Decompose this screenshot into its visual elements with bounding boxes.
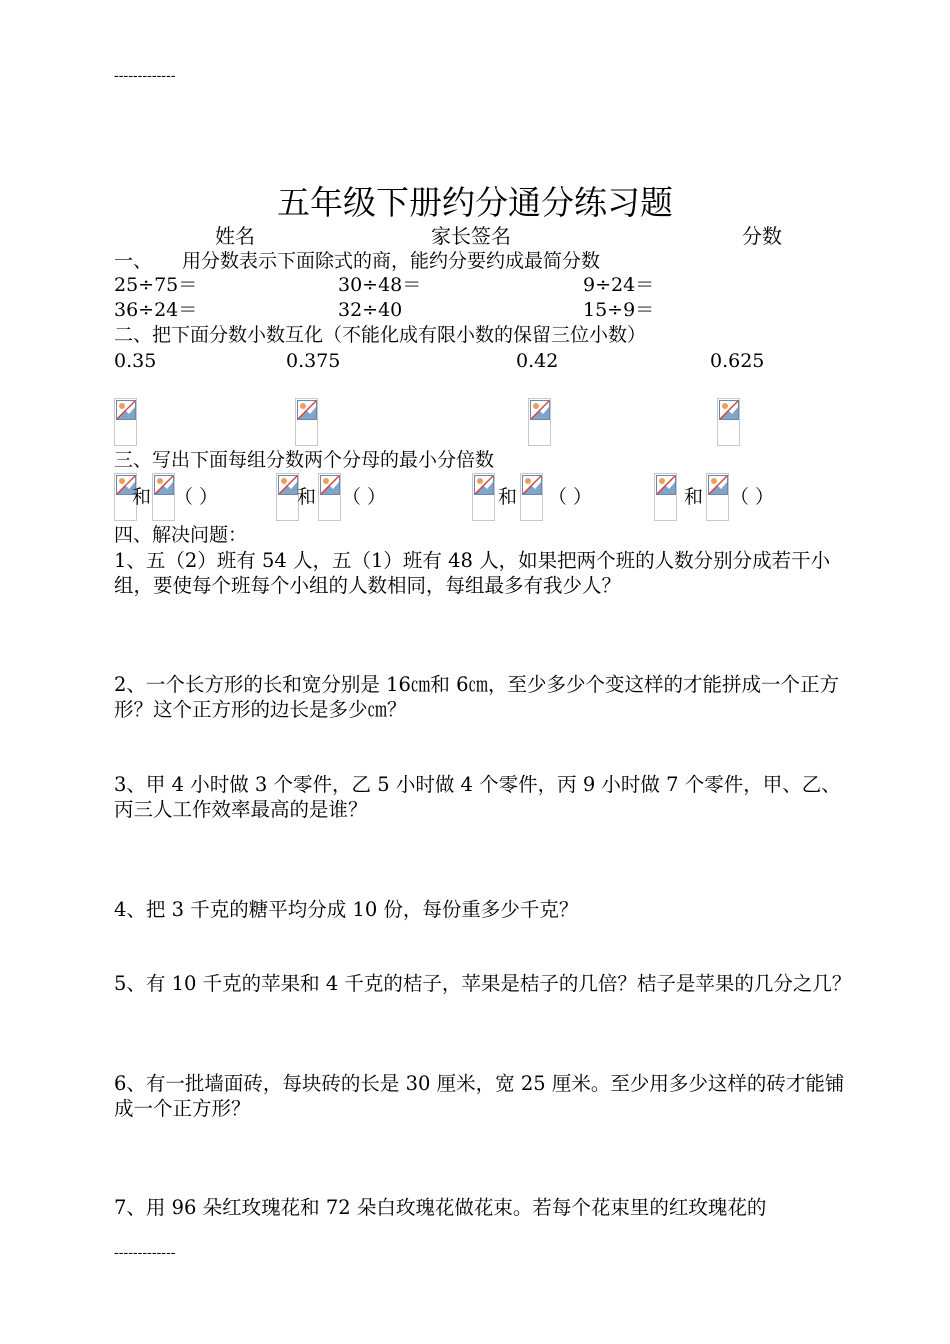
fraction-image-icon (472, 473, 495, 521)
problem-7: 7、用 96 朵红玫瑰花和 72 朵白玫瑰花做花束。若每个花束里的红玫瑰花的 (114, 1196, 767, 1219)
answer-paren: （ ） (730, 486, 775, 508)
s1-r1-c2: 30÷48＝ (338, 274, 422, 296)
problem-1: 1、五（2）班有 54 人，五（1）班有 48 人，如果把两个班的人数分别分成若干小组，要使每个班每个小组的人数相同，每组最多有我少人？ (114, 549, 831, 597)
fraction-image-icon (706, 473, 729, 521)
problem-5: 5、有 10 千克的苹果和 4 千克的桔子，苹果是桔子的几倍？桔子是苹果的几分之几？ (114, 972, 852, 995)
s1-r2-c3: 15÷9＝ (583, 299, 655, 321)
s2-value-3: 0.42 (516, 350, 559, 372)
problem-2: 2、一个长方形的长和宽分别是 16㎝和 6㎝，至少多少个变这样的才能拼成一个正方形？这个正方形的边长是多少㎝？ (114, 673, 840, 721)
and-word: 和 (498, 486, 518, 508)
fraction-image-icon (318, 473, 341, 521)
section2-heading: 二、把下面分数小数互化（不能化成有限小数的保留三位小数） (114, 324, 647, 346)
answer-paren: （ ） (342, 486, 387, 508)
s1-r1-c3: 9÷24＝ (583, 274, 655, 296)
score-label: 分数 (742, 224, 782, 248)
fraction-image-icon (717, 398, 740, 446)
fraction-image-icon (152, 473, 175, 521)
and-word: 和 (684, 486, 704, 508)
and-word: 和 (132, 486, 152, 508)
s1-r2-c1: 36÷24＝ (114, 299, 198, 321)
fraction-image-icon (654, 473, 677, 521)
problem-3: 3、甲 4 小时做 3 个零件，乙 5 小时做 4 个零件，丙 9 小时做 7 个零件，甲、乙、丙三人工作效率最高的是谁？ (114, 773, 841, 821)
section1-number: 一、 (114, 250, 153, 272)
header-rule: ------------- (114, 68, 176, 84)
s1-r2-c2: 32÷40 (338, 299, 403, 321)
section4-heading: 四、解决问题： (114, 524, 248, 546)
fraction-image-icon (114, 398, 137, 446)
s2-value-4: 0.625 (710, 350, 765, 372)
s2-value-1: 0.35 (114, 350, 157, 372)
s1-r1-c1: 25÷75＝ (114, 274, 198, 296)
fraction-image-icon (520, 473, 543, 521)
footer-rule: ------------- (114, 1245, 176, 1261)
name-label: 姓名 (215, 224, 255, 248)
parent-sign-label: 家长签名 (431, 224, 511, 248)
fraction-image-icon (528, 398, 551, 446)
section1-heading: 用分数表示下面除式的商，能约分要约成最简分数 (182, 250, 601, 272)
s2-value-2: 0.375 (286, 350, 341, 372)
answer-paren: （ ） (548, 486, 593, 508)
and-word: 和 (297, 486, 317, 508)
problem-6: 6、有一批墙面砖，每块砖的长是 30 厘米，宽 25 厘米。至少用多少这样的砖才能铺成一个正方形？ (114, 1072, 845, 1120)
fraction-image-icon (276, 473, 299, 521)
answer-paren: （ ） (174, 486, 219, 508)
problem-4: 4、把 3 千克的糖平均分成 10 份，每份重多少千克？ (114, 898, 579, 921)
fraction-image-icon (295, 398, 318, 446)
section3-heading: 三、写出下面每组分数两个分母的最小分倍数 (114, 449, 495, 471)
page-title: 五年级下册约分通分练习题 (277, 183, 673, 222)
